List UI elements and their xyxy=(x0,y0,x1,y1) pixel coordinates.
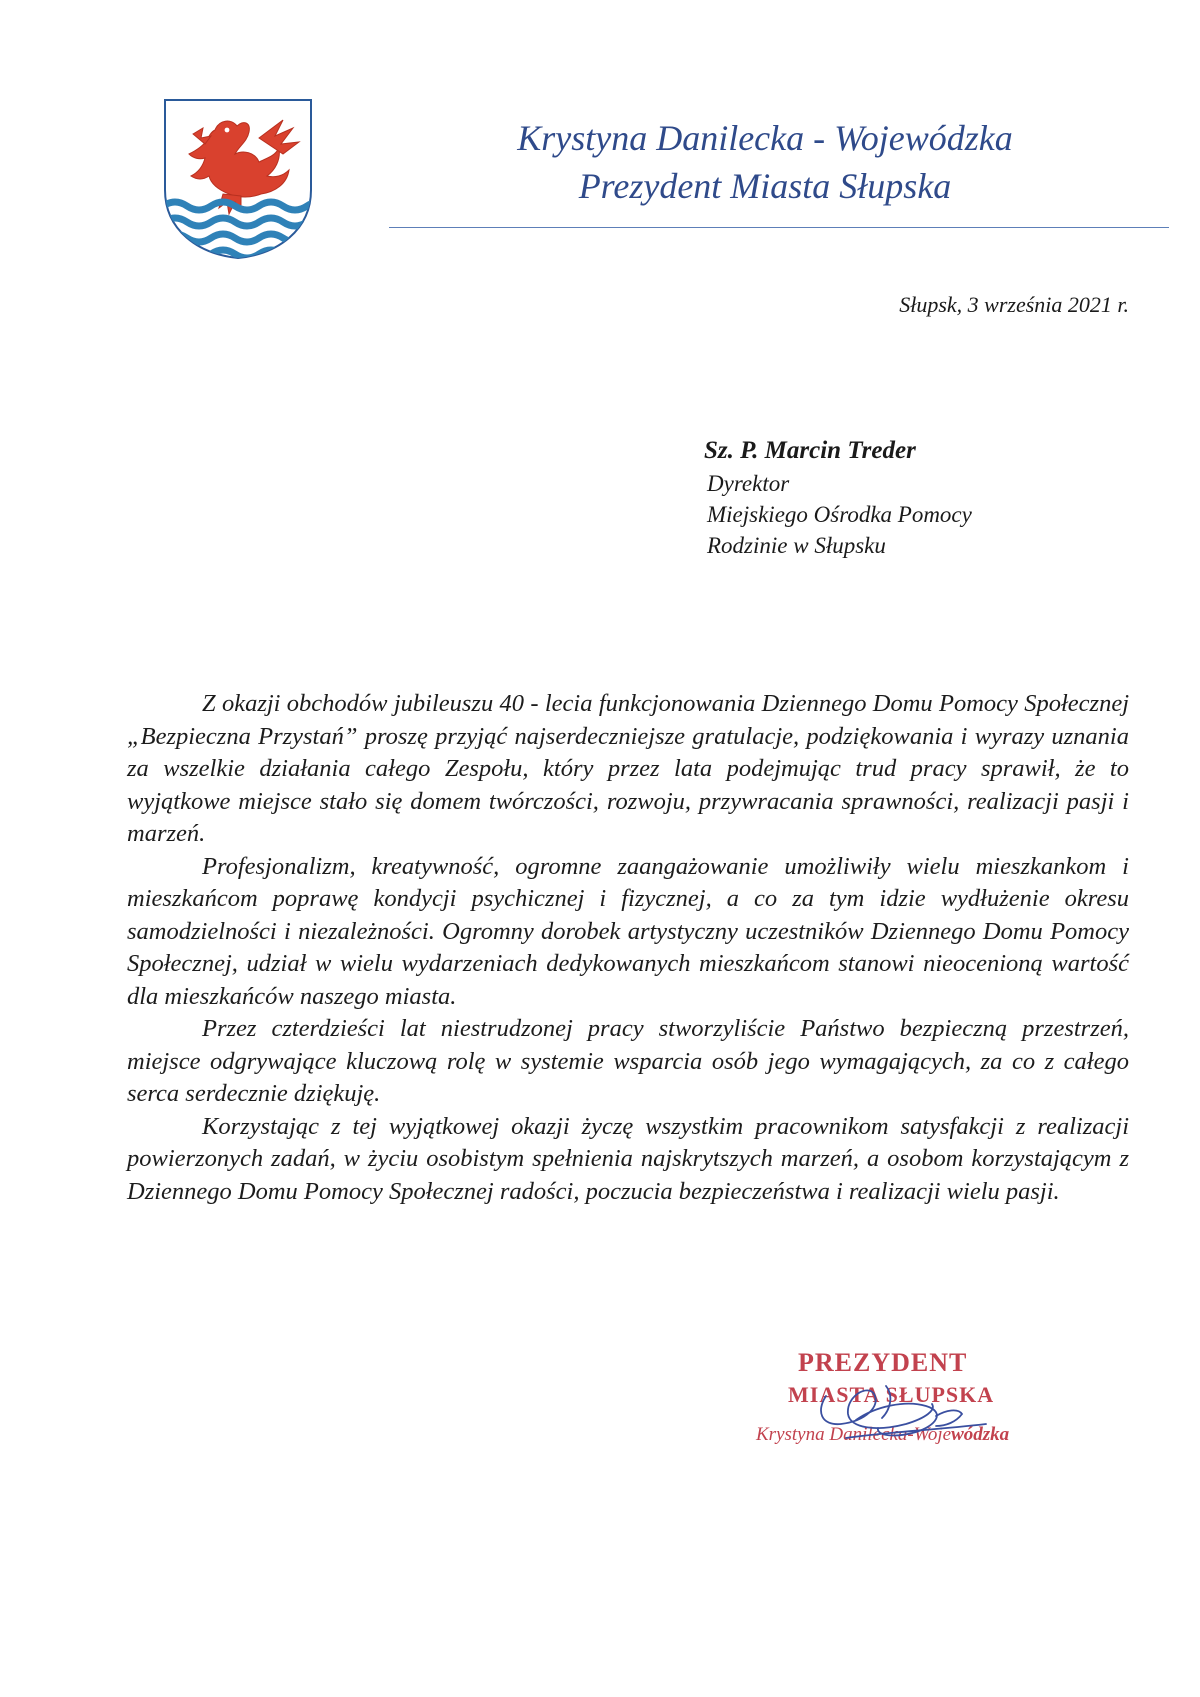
body-paragraph-4: Korzystając z tej wyjątkowej okazji życzę wszystkim pracownikom satysfakcji z realizacji powierzonych zadań, w życiu osobistym spełnienia najskrytszych marzeń, a osobom korzystającym z Dziennego Domu Pomocy Społecznej radości, poczucia bezpieczeństwa i realizacji wielu pasji. xyxy=(127,1112,1129,1205)
body-paragraph-1: Z okazji obchodów jubileuszu 40 - lecia funkcjonowania Dziennego Domu Pomocy Społecznej „Bezpieczna Przystań” proszę przyjąć najserdeczniejsze gratulacje, podziękowania i wyrazy uznania za wszelkie działania całego Zespołu, który przez lata podejmując trud pracy sprawił, że to wyjątkowe miejsce stało się domem twórczości, rozwoju, przywracania sprawności, realizacji pasji i marzeń. xyxy=(127,690,1129,847)
stamp-signatory-part1: Krystyna Danilecka-Woje xyxy=(756,1424,952,1445)
header-divider xyxy=(389,227,1169,228)
body-paragraph-3: Przez czterdzieści lat niestrudzonej pracy stworzyliście Państwo bezpieczną przestrzeń, miejsce odgrywające kluczową rolę w systemie wsparcia osób jego wymagających, za co z całego serca serdecznie dziękuję. xyxy=(127,1015,1129,1107)
stamp-line2: MIASTA SŁUPSKA xyxy=(788,1382,995,1407)
addressee-block xyxy=(704,434,972,561)
body-paragraph-2: Profesjonalizm, kreatywność, ogromne zaangażowanie umożliwiły wielu mieszkankom i mieszkańcom poprawę kondycji psychicznej i fizycznej, a co za tym idzie wydłużenie okresu samodzielności i niezależności. Ogromny dorobek artystyczny uczestników Dziennego Domu Pomocy Społecznej, udział w wielu wydarzeniach dedykowanych mieszkańcom stanowi nieocenioną wartość dla mieszkańców naszego miasta. xyxy=(127,852,1129,1010)
official-stamp xyxy=(756,1348,1056,1460)
header-title: Prezydent Miasta Słupska xyxy=(578,166,952,206)
griffin-coat-of-arms-icon xyxy=(163,98,313,260)
letter-body xyxy=(127,688,1129,1208)
header-name: Krystyna Danilecka - Wojewódzka xyxy=(517,118,1013,158)
handwritten-signature-icon xyxy=(786,1366,1006,1456)
letter-date: Słupsk, 3 września 2021 r. xyxy=(899,292,1129,317)
stamp-signatory-part2: wódzka xyxy=(951,1424,1010,1445)
stamp-line1: PREZYDENT xyxy=(798,1348,968,1377)
addressee-name: Sz. P. Marcin Treder xyxy=(704,437,916,464)
addressee-org-line2: Rodzinie w Słupsku xyxy=(707,533,886,558)
addressee-role: Dyrektor xyxy=(707,471,790,496)
addressee-org-line1: Miejskiego Ośrodka Pomocy xyxy=(707,502,972,527)
